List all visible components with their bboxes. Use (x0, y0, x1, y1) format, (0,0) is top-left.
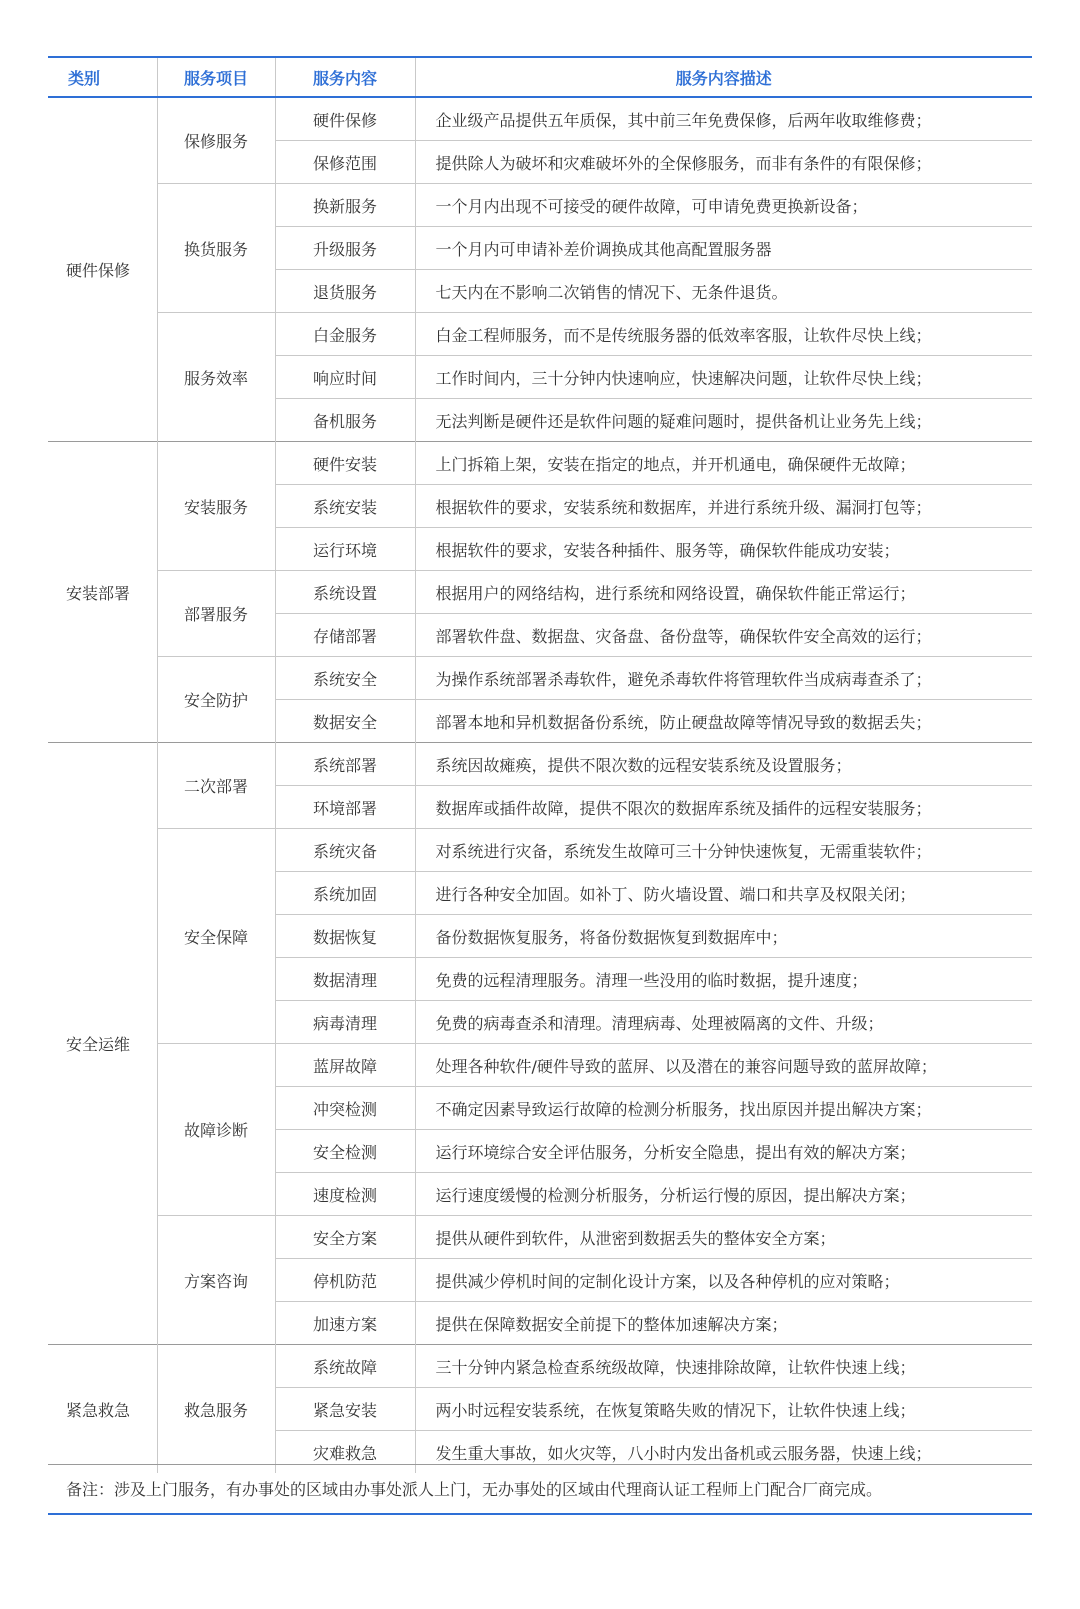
header-description: 服务内容描述 (415, 57, 1032, 97)
content-cell: 系统安装 (275, 485, 415, 528)
table-row (48, 97, 1032, 141)
content-cell: 系统加固 (275, 872, 415, 915)
project-cell: 安全防护 (157, 657, 275, 743)
description-cell: 为操作系统部署杀毒软件，避免杀毒软件将管理软件当成病毒查杀了； (415, 657, 1032, 700)
content-cell: 系统安全 (275, 657, 415, 700)
table-row (48, 1216, 1032, 1259)
description-cell: 不确定因素导致运行故障的检测分析服务，找出原因并提出解决方案； (415, 1087, 1032, 1130)
description-cell: 工作时间内，三十分钟内快速响应，快速解决问题，让软件尽快上线； (415, 356, 1032, 399)
project-cell: 服务效率 (157, 313, 275, 442)
description-cell: 提供在保障数据安全前提下的整体加速解决方案； (415, 1302, 1032, 1345)
service-table-container (48, 56, 1032, 1473)
description-cell: 部署本地和异机数据备份系统，防止硬盘故障等情况导致的数据丢失； (415, 700, 1032, 743)
project-cell: 部署服务 (157, 571, 275, 657)
content-cell: 响应时间 (275, 356, 415, 399)
description-cell: 根据用户的网络结构，进行系统和网络设置，确保软件能正常运行； (415, 571, 1032, 614)
content-cell: 系统灾备 (275, 829, 415, 872)
table-row (48, 743, 1032, 786)
table-row (48, 442, 1032, 485)
table-row (48, 184, 1032, 227)
project-cell: 安全保障 (157, 829, 275, 1044)
table-row (48, 1345, 1032, 1388)
content-cell: 运行环境 (275, 528, 415, 571)
content-cell: 安全检测 (275, 1130, 415, 1173)
footnote: 备注：涉及上门服务，有办事处的区域由办事处派人上门，无办事处的区域由代理商认证工程师上门配合厂商完成。 (66, 1480, 883, 1499)
description-cell: 处理各种软件/硬件导致的蓝屏、以及潜在的兼容问题导致的蓝屏故障； (415, 1044, 1032, 1087)
table-row (48, 313, 1032, 356)
content-cell: 环境部署 (275, 786, 415, 829)
content-cell: 系统设置 (275, 571, 415, 614)
content-cell: 停机防范 (275, 1259, 415, 1302)
description-cell: 提供从硬件到软件，从泄密到数据丢失的整体安全方案； (415, 1216, 1032, 1259)
description-cell: 根据软件的要求，安装各种插件、服务等，确保软件能成功安装； (415, 528, 1032, 571)
description-cell: 运行速度缓慢的检测分析服务，分析运行慢的原因，提出解决方案； (415, 1173, 1032, 1216)
content-cell: 硬件安装 (275, 442, 415, 485)
content-cell: 备机服务 (275, 399, 415, 442)
table-header (48, 57, 1032, 97)
description-cell: 一个月内出现不可接受的硬件故障，可申请免费更换新设备； (415, 184, 1032, 227)
category-cell: 紧急救急 (48, 1345, 157, 1474)
description-cell: 白金工程师服务，而不是传统服务器的低效率客服，让软件尽快上线； (415, 313, 1032, 356)
description-cell: 备份数据恢复服务，将备份数据恢复到数据库中； (415, 915, 1032, 958)
content-cell: 白金服务 (275, 313, 415, 356)
content-cell: 换新服务 (275, 184, 415, 227)
content-cell: 系统部署 (275, 743, 415, 786)
content-cell: 安全方案 (275, 1216, 415, 1259)
description-cell: 提供减少停机时间的定制化设计方案，以及各种停机的应对策略； (415, 1259, 1032, 1302)
content-cell: 加速方案 (275, 1302, 415, 1345)
content-cell: 数据清理 (275, 958, 415, 1001)
description-cell: 三十分钟内紧急检查系统级故障，快速排除故障，让软件快速上线； (415, 1345, 1032, 1388)
description-cell: 运行环境综合安全评估服务，分析安全隐患，提出有效的解决方案； (415, 1130, 1032, 1173)
project-cell: 故障诊断 (157, 1044, 275, 1216)
header-content: 服务内容 (275, 57, 415, 97)
description-cell: 提供除人为破坏和灾难破坏外的全保修服务，而非有条件的有限保修； (415, 141, 1032, 184)
description-cell: 免费的远程清理服务。清理一些没用的临时数据，提升速度； (415, 958, 1032, 1001)
project-cell: 二次部署 (157, 743, 275, 829)
project-cell: 方案咨询 (157, 1216, 275, 1345)
project-cell: 救急服务 (157, 1345, 275, 1474)
category-cell: 安全运维 (48, 743, 157, 1345)
content-cell: 紧急安装 (275, 1388, 415, 1431)
description-cell: 根据软件的要求，安装系统和数据库，并进行系统升级、漏洞打包等； (415, 485, 1032, 528)
content-cell: 数据安全 (275, 700, 415, 743)
description-cell: 部署软件盘、数据盘、灾备盘、备份盘等，确保软件安全高效的运行； (415, 614, 1032, 657)
table-row (48, 829, 1032, 872)
description-cell: 数据库或插件故障，提供不限次的数据库系统及插件的远程安装服务； (415, 786, 1032, 829)
content-cell: 系统故障 (275, 1345, 415, 1388)
note-row (48, 1464, 1032, 1515)
header-project: 服务项目 (157, 57, 275, 97)
content-cell: 冲突检测 (275, 1087, 415, 1130)
table-body (48, 97, 1032, 1473)
content-cell: 病毒清理 (275, 1001, 415, 1044)
project-cell: 保修服务 (157, 97, 275, 184)
description-cell: 无法判断是硬件还是软件问题的疑难问题时，提供备机让业务先上线； (415, 399, 1032, 442)
description-cell: 发生重大事故，如火灾等，八小时内发出备机或云服务器，快速上线； (415, 1431, 1032, 1474)
header-category: 类别 (48, 57, 157, 97)
description-cell: 企业级产品提供五年质保，其中前三年免费保修，后两年收取维修费； (415, 97, 1032, 141)
category-cell: 安装部署 (48, 442, 157, 743)
description-cell: 两小时远程安装系统，在恢复策略失败的情况下，让软件快速上线； (415, 1388, 1032, 1431)
table-row (48, 657, 1032, 700)
description-cell: 一个月内可申请补差价调换成其他高配置服务器 (415, 227, 1032, 270)
content-cell: 速度检测 (275, 1173, 415, 1216)
content-cell: 退货服务 (275, 270, 415, 313)
service-table (48, 56, 1032, 1473)
description-cell: 对系统进行灾备，系统发生故障可三十分钟快速恢复，无需重装软件； (415, 829, 1032, 872)
content-cell: 蓝屏故障 (275, 1044, 415, 1087)
content-cell: 硬件保修 (275, 97, 415, 141)
description-cell: 上门拆箱上架，安装在指定的地点，并开机通电，确保硬件无故障； (415, 442, 1032, 485)
description-cell: 免费的病毒查杀和清理。清理病毒、处理被隔离的文件、升级； (415, 1001, 1032, 1044)
project-cell: 换货服务 (157, 184, 275, 313)
project-cell: 安装服务 (157, 442, 275, 571)
category-cell: 硬件保修 (66, 261, 131, 280)
content-cell: 灾难救急 (275, 1431, 415, 1474)
table-row (48, 1044, 1032, 1087)
content-cell: 存储部署 (275, 614, 415, 657)
content-cell: 数据恢复 (275, 915, 415, 958)
table-row (48, 571, 1032, 614)
content-cell: 保修范围 (275, 141, 415, 184)
description-cell: 七天内在不影响二次销售的情况下、无条件退货。 (415, 270, 1032, 313)
description-cell: 进行各种安全加固。如补丁、防火墙设置、端口和共享及权限关闭； (415, 872, 1032, 915)
description-cell: 系统因故瘫痪，提供不限次数的远程安装系统及设置服务； (415, 743, 1032, 786)
content-cell: 升级服务 (275, 227, 415, 270)
